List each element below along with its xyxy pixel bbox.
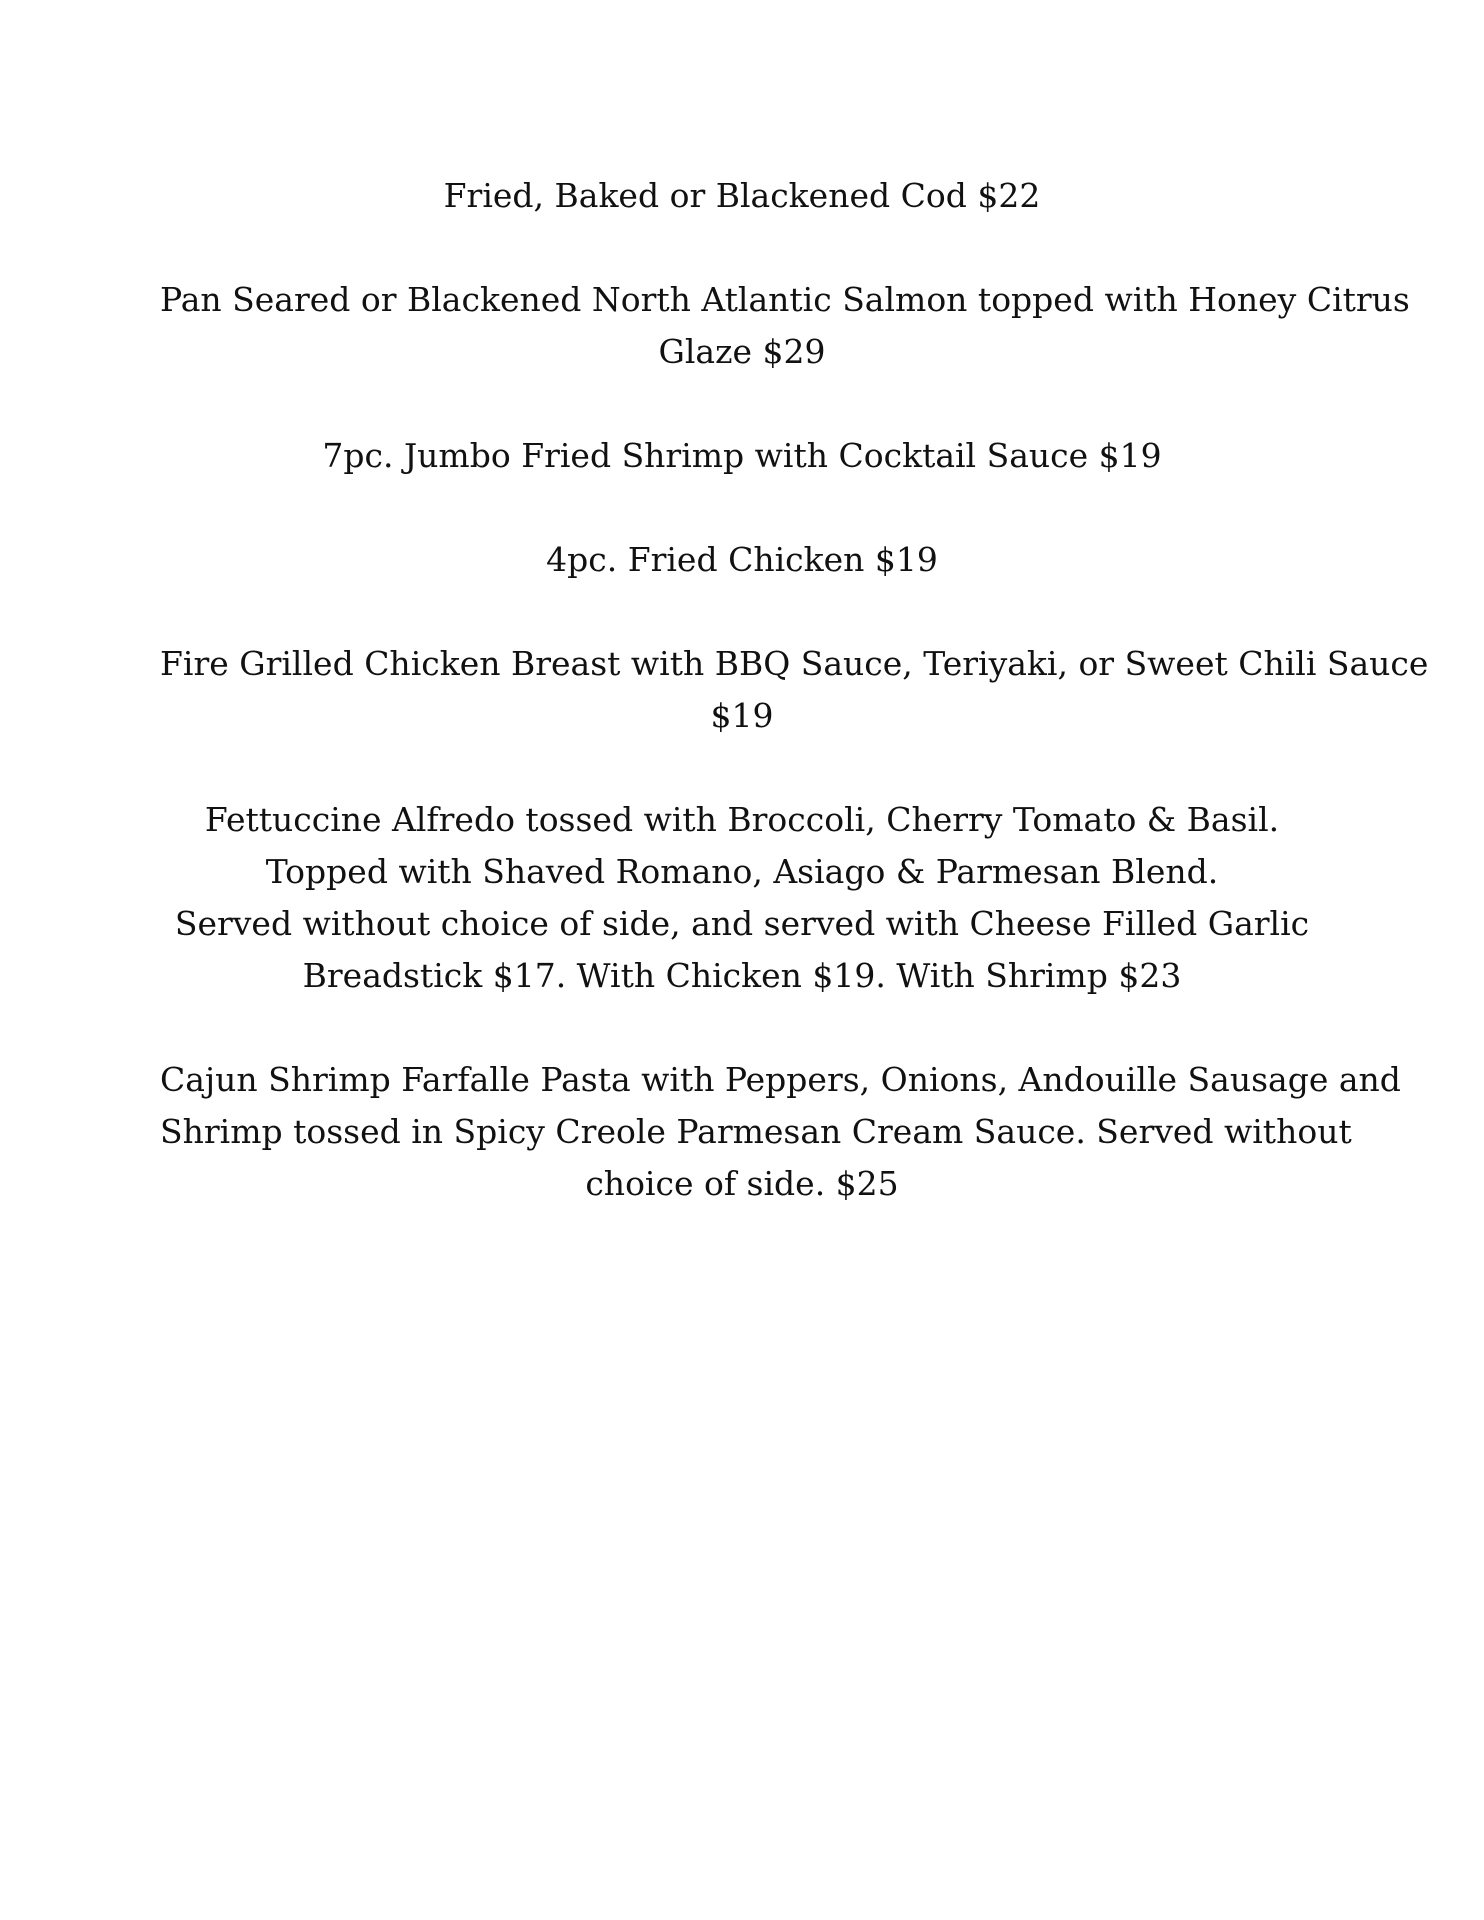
menu-item-line: Fire Grilled Chicken Breast with BBQ Sauce, Teriyaki, or Sweet Chili Sauce bbox=[160, 644, 1429, 683]
menu-item-grilled-chicken bbox=[160, 638, 1429, 742]
menu-item-line: choice of side. $25 bbox=[585, 1164, 899, 1203]
menu-item-line: Served without choice of side, and served with Cheese Filled Garlic bbox=[174, 904, 1310, 943]
menu-list bbox=[160, 170, 1429, 1262]
menu-item-line: 4pc. Fried Chicken $19 bbox=[546, 540, 938, 579]
menu-item-cajun-shrimp-pasta bbox=[160, 1054, 1401, 1210]
menu-item-fettuccine-alfredo bbox=[160, 794, 1324, 1002]
menu-item-line: Glaze $29 bbox=[658, 332, 826, 371]
menu-item-line: Breadstick $17. With Chicken $19. With Shrimp $23 bbox=[302, 956, 1182, 995]
menu-item-line: Fried, Baked or Blackened Cod $22 bbox=[443, 176, 1041, 215]
menu-item-line: Pan Seared or Blackened North Atlantic Salmon topped with Honey Citrus bbox=[160, 280, 1410, 319]
menu-item-fried-chicken bbox=[160, 534, 1324, 586]
menu-item-line: 7pc. Jumbo Fried Shrimp with Cocktail Sauce $19 bbox=[322, 436, 1162, 475]
menu-item-line: Fettuccine Alfredo tossed with Broccoli, Cherry Tomato & Basil. bbox=[204, 800, 1280, 839]
menu-item-salmon bbox=[160, 274, 1410, 378]
menu-item-line: $19 bbox=[710, 696, 774, 735]
menu-item-cod bbox=[160, 170, 1324, 222]
menu-item-line: Topped with Shaved Romano, Asiago & Parmesan Blend. bbox=[265, 852, 1219, 891]
menu-item-fried-shrimp bbox=[160, 430, 1324, 482]
menu-item-line: Cajun Shrimp Farfalle Pasta with Peppers, Onions, Andouille Sausage and bbox=[160, 1060, 1401, 1099]
menu-item-line: Shrimp tossed in Spicy Creole Parmesan Cream Sauce. Served without bbox=[160, 1112, 1352, 1151]
